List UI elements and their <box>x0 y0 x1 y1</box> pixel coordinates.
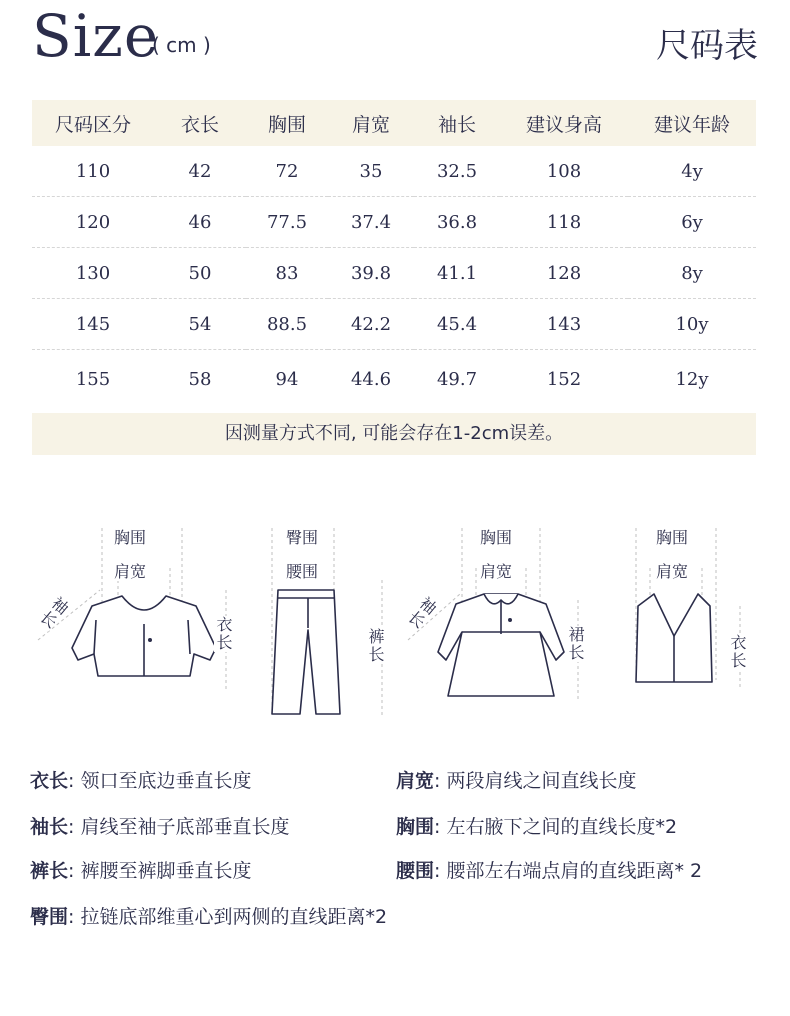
pants-diagram <box>262 520 402 720</box>
pants-waist-label: 腰围 <box>286 562 319 581</box>
def-pants <box>30 856 251 883</box>
def-sleeve <box>30 812 289 839</box>
measurement-note: 因测量方式不同, 可能会存在1-2cm误差。 <box>32 413 756 455</box>
dress-diagram <box>400 520 610 720</box>
vest-chest-label: 胸围 <box>656 528 689 547</box>
page-title: Size <box>32 2 160 70</box>
header-chest: 胸围 <box>246 100 328 146</box>
jacket-chest-label: 胸围 <box>114 528 147 547</box>
table-cell: 155 <box>75 368 111 390</box>
jacket-shoulder-label: 肩宽 <box>114 562 147 581</box>
size-chart-title: 尺码表 <box>656 26 758 66</box>
dress-shoulder-label: 肩宽 <box>480 562 513 581</box>
pants-length-label: 裤长 <box>366 628 385 664</box>
header-size: 尺码区分 <box>32 100 154 146</box>
table-cell: 50 <box>154 248 246 299</box>
table-cell: 72 <box>246 146 328 197</box>
table-cell: 42.2 <box>328 299 414 350</box>
def-chest-term: 胸围 <box>396 816 435 838</box>
table-cell: 42 <box>154 146 246 197</box>
def-shoulder-desc: : 两段肩线之间直线长度 <box>434 770 637 792</box>
table-cell: 94 <box>275 368 299 390</box>
table-cell: 110 <box>32 146 154 197</box>
header-age: 建议年龄 <box>628 100 756 146</box>
table-cell: 108 <box>500 146 628 197</box>
table-cell: 128 <box>500 248 628 299</box>
def-waist <box>396 856 702 883</box>
table-row <box>32 197 756 248</box>
table-cell: 36.8 <box>414 197 500 248</box>
table-cell: 49.7 <box>436 368 478 390</box>
vest-illustration <box>610 520 760 720</box>
table-cell: 58 <box>188 368 212 390</box>
table-cell: 46 <box>154 197 246 248</box>
jacket-sleeve-label: 袖长 <box>34 592 73 633</box>
table-cell: 118 <box>500 197 628 248</box>
jacket-length-label: 衣长 <box>214 616 233 652</box>
header-length: 衣长 <box>154 100 246 146</box>
def-chest <box>396 812 677 839</box>
unit-label: ( cm ) <box>152 33 211 57</box>
table-cell: 39.8 <box>328 248 414 299</box>
def-waist-desc: : 腰部左右端点肩的直线距离* 2 <box>434 860 703 882</box>
table-cell: 77.5 <box>246 197 328 248</box>
table-cell: 54 <box>154 299 246 350</box>
dress-illustration <box>400 520 610 720</box>
table-cell: 88.5 <box>246 299 328 350</box>
vest-length-label: 衣长 <box>728 634 747 670</box>
table-cell: 8y <box>628 248 756 299</box>
table-row <box>32 146 756 197</box>
dress-sleeve-label: 袖长 <box>402 592 441 633</box>
table-cell: 35 <box>328 146 414 197</box>
def-shoulder-term: 肩宽 <box>396 770 435 792</box>
vest-shoulder-label: 肩宽 <box>656 562 689 581</box>
size-table <box>32 100 756 408</box>
header-shoulder: 肩宽 <box>328 100 414 146</box>
table-cell: 83 <box>246 248 328 299</box>
def-length <box>30 766 251 793</box>
table-cell: 130 <box>32 248 154 299</box>
def-length-term: 衣长 <box>30 770 69 792</box>
dress-skirt-length-label: 裙长 <box>566 626 585 662</box>
def-pants-term: 裤长 <box>30 860 69 882</box>
pants-illustration <box>262 520 402 720</box>
def-waist-term: 腰围 <box>396 860 435 882</box>
table-cell: 41.1 <box>414 248 500 299</box>
def-hip-desc: : 拉链底部维重心到两侧的直线距离*2 <box>68 906 388 928</box>
def-hip <box>30 902 387 929</box>
table-cell: 152 <box>546 368 582 390</box>
header-sleeve: 袖长 <box>414 100 500 146</box>
table-cell: 45.4 <box>414 299 500 350</box>
def-length-desc: : 领口至底边垂直长度 <box>68 770 252 792</box>
pants-hip-label: 臀围 <box>286 528 319 547</box>
def-pants-desc: : 裤腰至裤脚垂直长度 <box>68 860 252 882</box>
table-cell: 12y <box>675 368 709 390</box>
table-row <box>32 299 756 350</box>
table-cell: 44.6 <box>350 368 392 390</box>
table-row <box>32 248 756 299</box>
table-cell: 32.5 <box>414 146 500 197</box>
def-chest-desc: : 左右腋下之间的直线长度*2 <box>434 816 678 838</box>
table-cell: 4y <box>628 146 756 197</box>
table-row <box>32 350 756 409</box>
table-cell: 37.4 <box>328 197 414 248</box>
def-sleeve-term: 袖长 <box>30 816 69 838</box>
def-shoulder <box>396 766 636 793</box>
def-hip-term: 臀围 <box>30 906 69 928</box>
table-cell: 6y <box>628 197 756 248</box>
table-cell: 10y <box>628 299 756 350</box>
jacket-diagram <box>30 520 260 720</box>
table-cell: 143 <box>500 299 628 350</box>
header-height: 建议身高 <box>500 100 628 146</box>
table-header-row <box>32 100 756 146</box>
dress-chest-label: 胸围 <box>480 528 513 547</box>
table-cell: 145 <box>32 299 154 350</box>
def-sleeve-desc: : 肩线至袖子底部垂直长度 <box>68 816 290 838</box>
table-cell: 120 <box>32 197 154 248</box>
vest-diagram <box>610 520 760 720</box>
